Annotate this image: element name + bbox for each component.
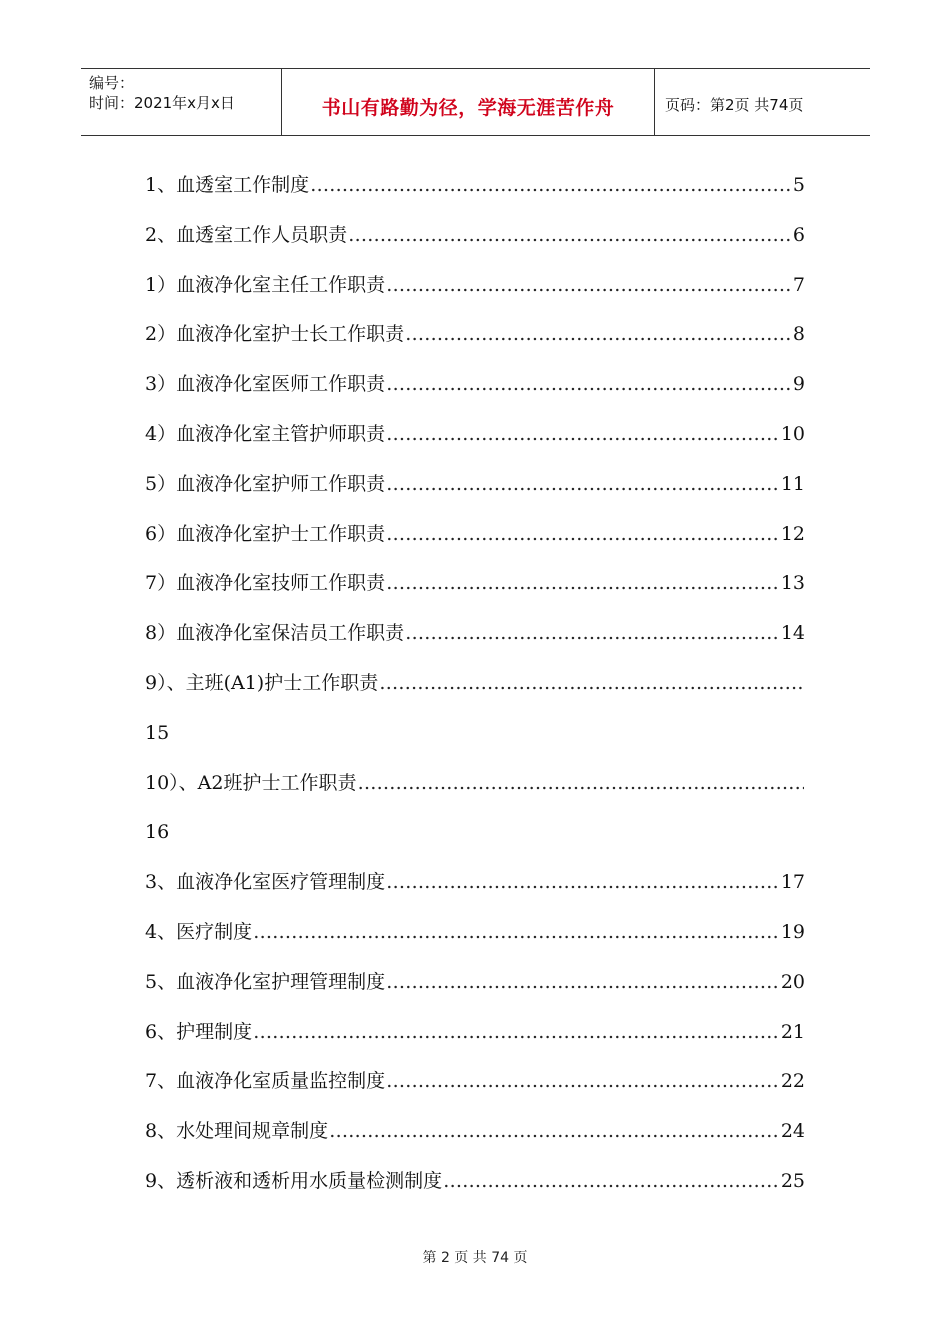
toc-dot-leader <box>386 867 780 897</box>
toc-dot-leader <box>386 270 792 300</box>
toc-dot-leader <box>443 1166 780 1196</box>
toc-entry-title: 4）血液净化室主管护师职责 <box>145 423 386 445</box>
toc-entry-page: 8 <box>792 323 805 346</box>
toc-entry-title: 10）、A2班护士工作职责 <box>145 771 357 794</box>
toc-entry-page: 7 <box>792 273 805 296</box>
toc-entry[interactable] <box>145 1066 805 1096</box>
header-motto-cell <box>282 69 655 135</box>
toc-entry[interactable] <box>145 768 805 798</box>
toc-entry[interactable] <box>145 469 805 499</box>
toc-entry-title: 1）血液净化室主任工作职责 <box>145 273 386 296</box>
toc-entry-title: 2、血透室工作人员职责 <box>145 223 348 246</box>
toc-entry-title: 3、血液净化室医疗管理制度 <box>145 871 386 894</box>
toc-entry-title: 1、血透室工作制度 <box>145 174 310 196</box>
toc-entry[interactable] <box>145 967 805 997</box>
toc-entry-page: 6 <box>792 223 805 246</box>
toc-entry-page: 10 <box>780 423 805 445</box>
toc-entry-title: 8、水处理间规章制度 <box>145 1120 329 1143</box>
toc-entry[interactable] <box>145 718 805 748</box>
toc-entry[interactable] <box>145 319 805 349</box>
toc-entry-page: 14 <box>780 622 805 645</box>
toc-entry-title: 4、医疗制度 <box>145 921 253 943</box>
toc-entry-title: 8）血液净化室保洁员工作职责 <box>145 622 405 645</box>
toc-entry[interactable] <box>145 270 805 300</box>
toc-entry[interactable] <box>145 519 805 549</box>
toc-entry-title: 7）血液净化室技师工作职责 <box>145 572 386 595</box>
toc-entry-page: 19 <box>780 921 805 943</box>
toc-entry-page: 21 <box>780 1020 805 1043</box>
toc-dot-leader <box>253 1017 780 1047</box>
page-header <box>81 68 870 136</box>
toc-dot-leader <box>386 469 780 499</box>
header-motto: 书山有路勤为径，学海无涯苦作舟 <box>321 97 615 119</box>
toc-entry-title: 6、护理制度 <box>145 1020 253 1043</box>
document-number-label: 编号： <box>89 74 135 92</box>
toc-dot-leader <box>405 618 780 648</box>
toc-dot-leader <box>386 519 780 549</box>
toc-entry-title: 16 <box>145 821 170 844</box>
toc-entry[interactable] <box>145 568 805 598</box>
toc-dot-leader <box>329 1116 780 1146</box>
toc-entry[interactable] <box>145 618 805 648</box>
toc-entry-title: 9、透析液和透析用水质量检测制度 <box>145 1170 443 1192</box>
toc-entry-title: 3）血液净化室医师工作职责 <box>145 373 386 396</box>
toc-entry[interactable] <box>145 369 805 399</box>
toc-entry-page: 13 <box>780 572 805 595</box>
toc-entry-page: 25 <box>780 1170 805 1192</box>
toc-entry-title: 5）血液净化室护师工作职责 <box>145 472 386 495</box>
toc-dot-leader <box>386 419 780 449</box>
toc-entry-page: 17 <box>780 871 805 894</box>
toc-dot-leader <box>405 319 792 349</box>
toc-entry-title: 6）血液净化室护士工作职责 <box>145 522 386 545</box>
toc-dot-leader <box>253 917 780 947</box>
toc-entry-title: 2）血液净化室护士长工作职责 <box>145 323 405 346</box>
header-meta-cell <box>81 69 282 135</box>
toc-entry[interactable] <box>145 1017 805 1047</box>
toc-entry[interactable] <box>145 668 805 698</box>
toc-entry[interactable] <box>145 1166 805 1196</box>
toc-entry-page: 12 <box>780 522 805 545</box>
toc-entry-page: 20 <box>780 970 805 993</box>
toc-entry-page: 5 <box>792 174 805 196</box>
toc-entry-page: 11 <box>780 472 805 495</box>
toc-entry-title: 7、血液净化室质量监控制度 <box>145 1070 386 1093</box>
toc-entry-page: 9 <box>792 373 805 396</box>
toc-dot-leader <box>386 1066 780 1096</box>
toc-entry-title: 9）、主班(A1)护士工作职责 <box>145 672 379 694</box>
toc-entry[interactable] <box>145 419 805 449</box>
toc-entry[interactable] <box>145 917 805 947</box>
toc-entry-title: 5、血液净化室护理管理制度 <box>145 970 386 993</box>
toc-entry[interactable] <box>145 867 805 897</box>
header-page-info: 页码：第2页 共74页 <box>665 96 804 114</box>
toc-entry-page: 24 <box>780 1120 805 1143</box>
page-footer: 第 2 页 共 74 页 <box>422 1250 528 1266</box>
toc-dot-leader <box>358 768 805 798</box>
toc-dot-leader <box>386 568 780 598</box>
toc-entry[interactable] <box>145 817 805 847</box>
toc-dot-leader <box>348 220 792 250</box>
toc-entry-page: 22 <box>780 1070 805 1093</box>
toc-entry[interactable] <box>145 1116 805 1146</box>
toc-entry-title: 15 <box>145 721 170 744</box>
document-time-label: 时间：2021年x月x日 <box>89 94 235 112</box>
toc-entry[interactable] <box>145 220 805 250</box>
toc-dot-leader <box>386 967 780 997</box>
toc-dot-leader <box>379 668 804 698</box>
toc-dot-leader <box>386 369 792 399</box>
header-page-cell <box>655 69 870 135</box>
toc-entry[interactable] <box>145 170 805 200</box>
toc-dot-leader <box>310 170 792 200</box>
